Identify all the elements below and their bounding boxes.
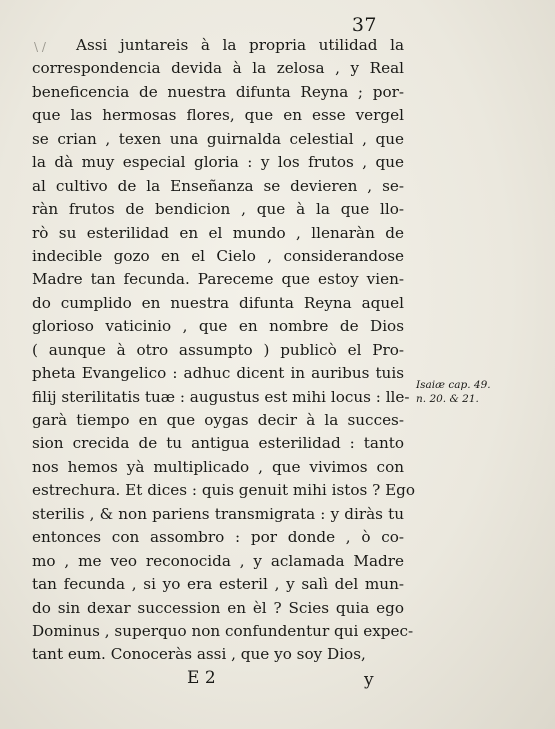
text-line: filij sterilitatis tuæ : augustus est mihi locus : lle-	[32, 387, 410, 406]
text-line: estrechura. Et dices : quis genuit mihi istos ? Ego	[32, 481, 416, 500]
text-line: entonces con assombro : por donde , ò co-	[32, 528, 404, 547]
text-line: al cultivo de la Enseñanza se devieren , se-	[32, 176, 404, 195]
text-line: do sin dexar succession en èl ? Scies quia ego	[32, 598, 404, 617]
text-line: Assi juntareis à la propria utilidad la	[76, 36, 404, 54]
signature-mark: E 2	[187, 668, 216, 688]
text-line: sterilis , & non pariens transmigrata : y diràs tu	[32, 504, 404, 523]
bleed-through-mark: \ /	[34, 40, 46, 54]
marginal-citation	[416, 378, 555, 406]
text-line: mo , me veo reconocida , y aclamada Madre	[32, 551, 404, 570]
text-line: pheta Evangelico : adhuc dicent in auribus tuis	[32, 364, 404, 383]
text-line: tant eum. Conoceràs assi , que yo soy Dios,	[32, 645, 366, 664]
text-line: garà tiempo en que oygas decir à la succes-	[32, 411, 404, 429]
text-line: correspondencia devida à la zelosa , y Real	[32, 59, 404, 78]
citation-line: Isaiæ cap. 49.	[416, 379, 491, 391]
text-line: sion crecida de tu antigua esterilidad : tanto	[32, 434, 404, 453]
text-line: do cumplido en nuestra difunta Reyna aquel	[32, 293, 404, 312]
text-line: indecible gozo en el Cielo , considerandose	[32, 246, 404, 265]
catchword: y	[364, 670, 374, 690]
text-line: glorioso vaticinio , que en nombre de Dios	[32, 317, 404, 336]
text-line: nos hemos yà multiplicado , que vivimos con	[32, 457, 404, 476]
text-line: Madre tan fecunda. Pareceme que estoy vien-	[32, 270, 404, 289]
text-line: tan fecunda , si yo era esteril , y salì del mun-	[32, 575, 404, 594]
text-line: ràn frutos de bendicion , que à la que llo-	[32, 200, 404, 219]
text-line: que las hermosas flores, que en esse vergel	[32, 106, 404, 125]
page-number: 37	[351, 14, 377, 36]
text-line: beneficencia de nuestra difunta Reyna ; por-	[32, 82, 404, 101]
text-line: la dà muy especial gloria : y los frutos , que	[32, 153, 404, 172]
text-line: se crian , texen una guirnalda celestial , que	[32, 129, 404, 148]
text-line: Dominus , superquo non confundentur qui expec-	[32, 621, 414, 640]
text-line: ( aunque à otro assumpto ) publicò el Pro-	[32, 340, 404, 359]
body-text	[32, 34, 416, 667]
text-line: rò su esterilidad en el mundo , llenaràn de	[32, 223, 404, 242]
citation-line: n. 20. & 21.	[416, 393, 479, 405]
